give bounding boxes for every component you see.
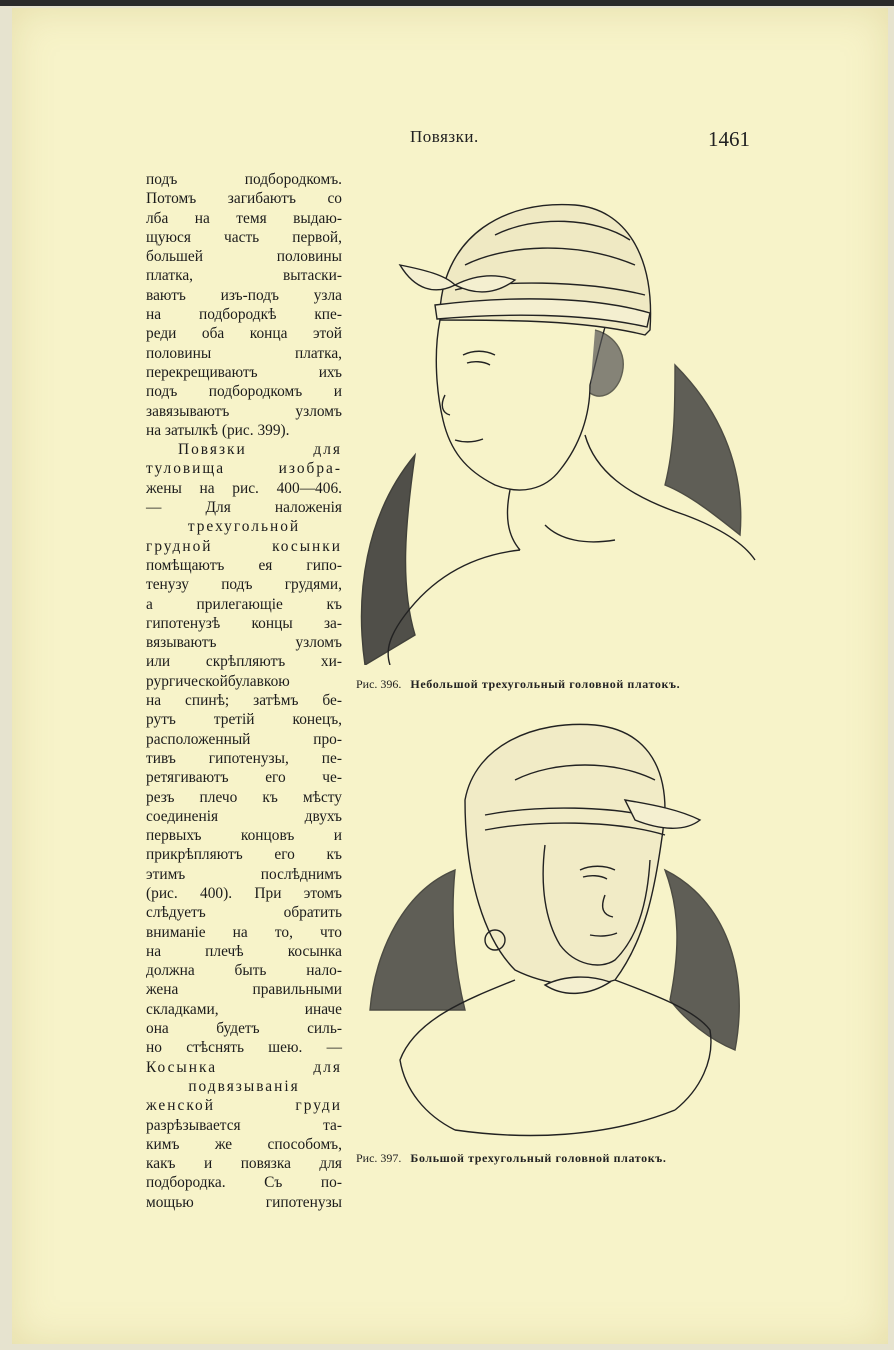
page-number: 1461	[708, 127, 750, 151]
body-text-line: тивъ гипотенузы, пе-	[146, 749, 342, 767]
figure-396-label: Рис. 396.	[356, 677, 402, 691]
body-text-line: но стѣснять шею. —	[146, 1039, 342, 1057]
body-text-line: на спинѣ; затѣмъ бе-	[146, 692, 342, 710]
body-text-line: Косынка для	[146, 1058, 342, 1076]
body-text-line: должна быть нало-	[146, 962, 342, 980]
body-text-line: подъ подбородкомъ и	[146, 383, 342, 401]
body-text-line: разрѣзывается та-	[146, 1116, 342, 1134]
body-text-line: жена правильными	[146, 981, 342, 999]
body-text-line: рутъ третій конецъ,	[146, 711, 342, 729]
body-text-line: подъ подбородкомъ.	[146, 171, 342, 188]
body-text-line: подвязыванія	[188, 1077, 300, 1095]
body-text-line: трехугольной	[187, 518, 301, 536]
body-text-line: на подбородкѣ кпе-	[146, 306, 342, 324]
body-text-line: она будетъ силь-	[146, 1020, 342, 1038]
body-text-line: прикрѣпляютъ его къ	[146, 846, 342, 864]
body-text-line: а прилегающіе къ	[146, 595, 342, 613]
body-text-line: ваютъ изъ-подъ узла	[146, 286, 342, 304]
body-text-line: щуюся часть первой,	[146, 228, 342, 246]
body-text-line: складками, иначе	[146, 1000, 342, 1018]
body-text-line: мощью гипотенузы	[146, 1193, 342, 1211]
body-text-line: — Для наложенія	[146, 499, 342, 517]
body-text-line: тенузу подъ грудями,	[146, 576, 342, 594]
body-text-line: подбородка. Съ по-	[146, 1174, 342, 1192]
body-text-line: рургическойбулавкою	[146, 672, 290, 690]
body-text-line: гипотенузѣ концы за-	[146, 614, 342, 632]
body-text-line: перекрещиваютъ ихъ	[146, 363, 342, 381]
body-text-line: завязываютъ узломъ	[146, 402, 342, 420]
body-text-line: ретягиваютъ его че-	[146, 769, 342, 787]
body-text-line: (рис. 400). При этомъ	[146, 884, 342, 902]
body-text-line: или скрѣпляютъ хи-	[146, 653, 342, 671]
body-text-line: половины платка,	[146, 344, 342, 362]
body-text-line: Потомъ загибаютъ со	[146, 190, 342, 208]
figure-397-title: Большой трехугольный головной платокъ.	[410, 1151, 667, 1165]
head-with-small-kerchief-drawing	[345, 195, 760, 665]
body-text-line: расположенный про-	[146, 730, 342, 748]
running-header: Повязки.	[410, 127, 479, 146]
body-text-line: вязываютъ узломъ	[146, 634, 342, 652]
body-text-line: первыхъ концовъ и	[146, 827, 342, 845]
body-text-line: Повязки для	[178, 441, 342, 459]
figure-396-illustration	[345, 195, 760, 665]
scan-top-edge	[0, 0, 894, 6]
body-text-line: большей половины	[146, 248, 342, 266]
body-text-line: этимъ послѣднимъ	[146, 865, 342, 883]
figure-397-illustration	[365, 720, 755, 1140]
body-text-line: на плечѣ косынка	[146, 942, 342, 960]
body-text-line: резъ плечо къ мѣсту	[146, 788, 342, 806]
body-text-column	[146, 170, 342, 1212]
body-text-line: помѣщаютъ ея гипо-	[146, 556, 342, 574]
body-text-line: на затылкѣ (рис. 399).	[146, 421, 290, 439]
body-text-line: лба на темя выдаю-	[146, 209, 342, 227]
body-text-line: какъ и повязка для	[146, 1155, 342, 1173]
body-text-line: слѣдуетъ обратить	[146, 904, 342, 922]
body-text-line: жены на рис. 400—406.	[146, 479, 342, 497]
figure-397-label: Рис. 397.	[356, 1151, 402, 1165]
figure-396-title: Небольшой трехугольный головной платокъ.	[410, 677, 681, 691]
body-text-line: кимъ же способомъ,	[146, 1135, 342, 1153]
figure-396-caption	[356, 677, 680, 692]
body-text-line: реди оба конца этой	[146, 325, 342, 343]
body-text-line: женской груди	[146, 1097, 342, 1115]
body-text-line: туловища изобра-	[146, 460, 342, 478]
body-text-line: вниманіе на то, что	[146, 923, 342, 941]
body-text-line: платка, вытаски-	[146, 267, 342, 285]
body-text-line: соединенія двухъ	[146, 807, 342, 825]
body-text-line: грудной косынки	[146, 537, 342, 555]
figure-397-caption	[356, 1151, 666, 1166]
head-with-large-kerchief-drawing	[365, 720, 755, 1140]
